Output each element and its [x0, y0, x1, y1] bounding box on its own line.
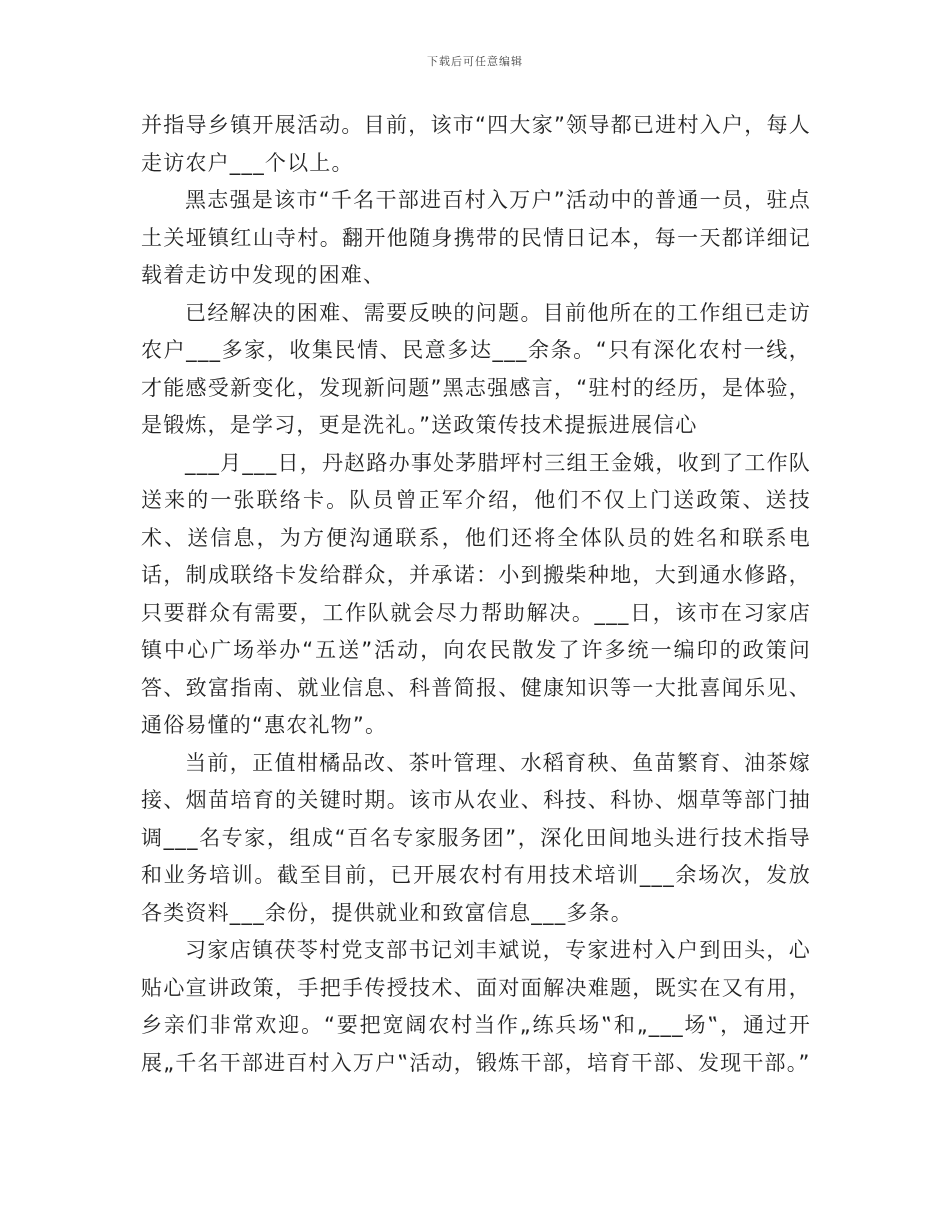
paragraph-2: 黑志强是该市“千名干部进百村入万户”活动中的普通一员，驻点土关垭镇红山寺村。翻开他随身携带的民情日记本，每一天都详细记载着走访中发现的困难、: [141, 188, 811, 287]
page-header: 下载后可任意编辑: [427, 55, 523, 68]
paragraph-4: ___月___日，丹赵路办事处茅腊坪村三组王金娥，收到了工作队送来的一张联络卡。队员曾正军介绍，他们不仅上门送政策、送技术、送信息，为方便沟通联系，他们还将全体队员的姓名和联系电话，制成联络卡发给群众，并承诺：小到搬柴种地，大到通水修路，只要群众有需要，工作队就会尽力帮助解决。___日，该市在习家店镇中心广场举办“五送”活动，向农民散发了许多统一编印的政策问答、致富指南、就业信息、科普简报、健康知识等一大批喜闻乐见、通俗易懂的“惠农礼物”。: [141, 450, 811, 737]
paragraph-3: 已经解决的困难、需要反映的问题。目前他所在的工作组已走访农户___多家，收集民情、民意多达___余条。“只有深化农村一线，才能感受新变化，发现新问题”黑志强感言，“驻村的经历，是体验，是锻炼，是学习，更是洗礼。”送政策传技术提振进展信心: [141, 300, 811, 437]
paragraph-1: 并指导乡镇开展活动。目前，该市“四大家”领导都已进村入户，每人走访农户___个以上。: [141, 113, 811, 175]
paragraph-5: 当前，正值柑橘品改、茶叶管理、水稻育秧、鱼苗繁育、油茶嫁接、烟苗培育的关键时期。该市从农业、科技、科协、烟草等部门抽调___名专家，组成“百名专家服务团”，深化田间地头进行技术指导和业务培训。截至目前，已开展农村有用技术培训___余场次，发放各类资料___余份，提供就业和致富信息___多条。: [141, 750, 811, 925]
paragraph-6: 习家店镇茯苓村党支部书记刘丰斌说，专家进村入户到田头，心贴心宣讲政策，手把手传授技术、面对面解决难题，既实在又有用，乡亲们非常欢迎。“要把宽阔农村当作„练兵场‟和„___场‟，通过开展„千名干部进百村入万户‟活动，锻炼干部，培育干部、发现干部。”: [141, 938, 811, 1075]
document-body: [141, 107, 811, 1082]
